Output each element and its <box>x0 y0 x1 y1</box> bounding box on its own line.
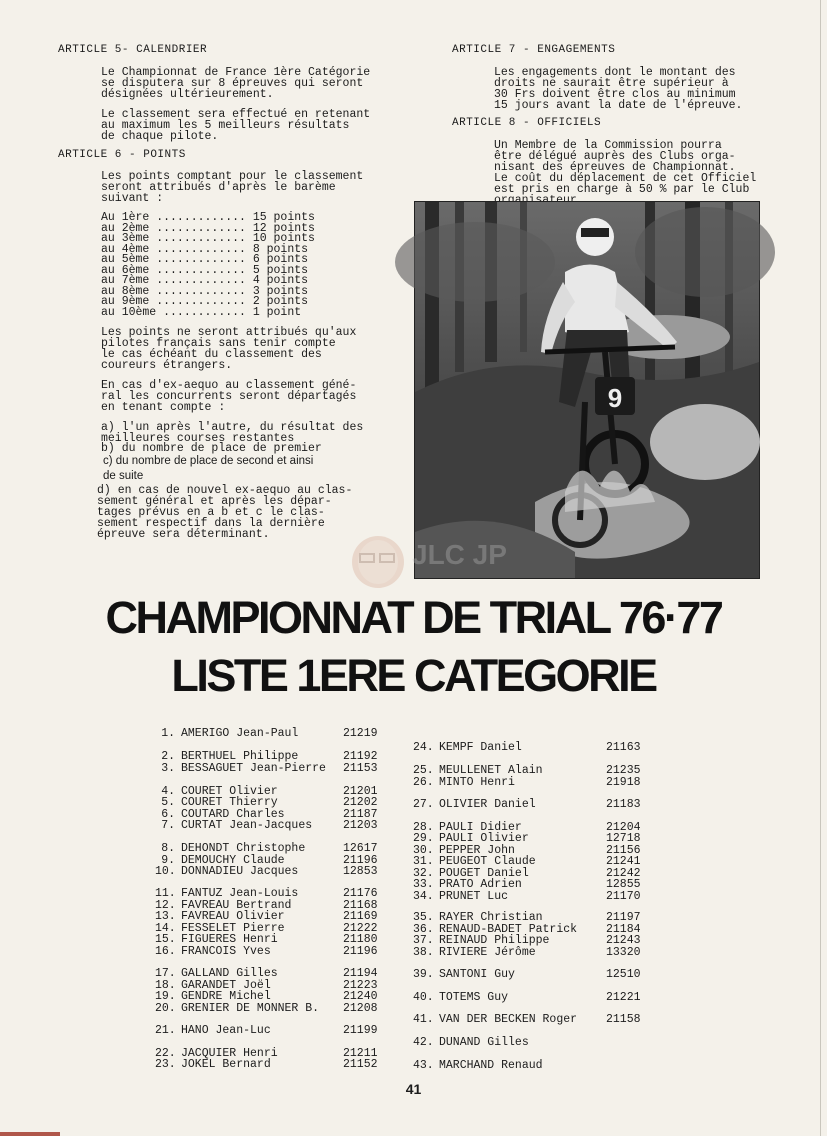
competitor-name: FAVREAU Olivier <box>181 910 285 923</box>
text-line: Le Championnat de France 1ère Catégorie <box>101 66 371 79</box>
trial-rider-photo <box>414 201 760 579</box>
entry-number: 22. <box>155 1047 176 1060</box>
list-item <box>413 969 666 981</box>
text-line: sement général et après les dépar- <box>97 495 332 508</box>
points-scale-row: au 3ème ............. 10 points <box>101 232 315 245</box>
item-a <box>101 422 363 444</box>
entry-number: 41. <box>413 1013 434 1026</box>
entry-number: 36. <box>413 923 434 936</box>
competitor-name: FIGUERES Henri <box>181 933 278 946</box>
points-scale-row: au 2ème ............. 12 points <box>101 221 315 235</box>
license-number: 21223 <box>343 979 378 992</box>
competitor-name: FESSELET Pierre <box>181 922 285 935</box>
license-number: 12510 <box>606 968 641 981</box>
entry-number: 33. <box>413 878 434 891</box>
entry-number: 37. <box>413 934 434 947</box>
competitor-name: GALLAND Gilles <box>181 967 278 980</box>
license-number: 12853 <box>343 865 378 878</box>
competitor-name: PRATO Adrien <box>439 878 522 891</box>
competitor-name: BESSAGUET Jean-Pierre <box>181 762 326 775</box>
text-line: est pris en charge à 50 % par le Club <box>494 183 750 196</box>
competitor-name: DONNADIEU Jacques <box>181 865 299 878</box>
entry-number: 31. <box>413 855 434 868</box>
competitor-name: COURET Thierry <box>181 796 278 809</box>
entry-number: 34. <box>413 890 434 903</box>
entry-number: 20. <box>155 1002 176 1015</box>
license-number: 21163 <box>606 741 641 754</box>
entry-number: 16. <box>155 945 176 958</box>
license-number: 21196 <box>343 854 378 867</box>
license-number: 21153 <box>343 762 378 775</box>
entry-number: 11. <box>155 887 176 900</box>
entry-number: 35. <box>413 911 434 924</box>
license-number: 21243 <box>606 934 641 947</box>
entry-number: 39. <box>413 968 434 981</box>
competitor-name: PRUNET Luc <box>439 890 509 903</box>
competitor-name: OLIVIER Daniel <box>439 798 536 811</box>
text-line: épreuve sera déterminant. <box>97 528 270 541</box>
text-line: nisant des épreuves de Championnat. <box>494 161 736 174</box>
item-b <box>101 443 322 454</box>
license-number: 21202 <box>343 796 378 809</box>
license-number: 21170 <box>606 890 641 903</box>
list-item <box>155 1059 403 1071</box>
competitor-name: SANTONI Guy <box>439 968 515 981</box>
entry-number: 13. <box>155 910 176 923</box>
license-number: 21196 <box>343 945 378 958</box>
text-line: de suite <box>103 470 144 482</box>
page-number: 41 <box>405 1081 422 1097</box>
competitor-name: MARCHAND Renaud <box>439 1059 543 1072</box>
article6-intro <box>101 171 363 204</box>
competitor-name: MINTO Henri <box>439 776 515 789</box>
entry-number: 12. <box>155 899 176 912</box>
license-number: 21169 <box>343 910 378 923</box>
list-item <box>155 763 403 775</box>
list-item <box>413 1037 666 1049</box>
text-line: pilotes français sans tenir compte <box>101 337 336 350</box>
license-number: 21199 <box>343 1024 378 1037</box>
text-line: b) du nombre de place de premier <box>101 442 322 455</box>
license-number: 21240 <box>343 990 378 1003</box>
text-line: Le classement sera effectué en retenant <box>101 108 371 121</box>
competitor-name: AMERIGO Jean-Paul <box>181 727 299 740</box>
text-line: Les engagements dont le montant des <box>494 66 736 79</box>
list-item <box>155 946 403 958</box>
license-number: 21203 <box>343 819 378 832</box>
entry-number: 26. <box>413 776 434 789</box>
competitor-name: GRENIER DE MONNER B. <box>181 1002 320 1015</box>
entry-number: 15. <box>155 933 176 946</box>
list-item <box>155 1003 403 1015</box>
text-line: Les points comptant pour le classement <box>101 170 364 183</box>
competitor-name: PAULI Olivier <box>439 832 529 845</box>
text-line: être délégué auprès des Clubs orga- <box>494 150 736 163</box>
entry-number: 17. <box>155 967 176 980</box>
text-line: Les points ne seront attribués qu'aux <box>101 326 357 339</box>
text-line: désignées ultérieurement. <box>101 88 274 101</box>
license-number: 21222 <box>343 922 378 935</box>
license-number: 21197 <box>606 911 641 924</box>
entry-number: 32. <box>413 867 434 880</box>
license-number: 12617 <box>343 842 378 855</box>
competitor-name: FANTUZ Jean-Louis <box>181 887 299 900</box>
license-number: 21180 <box>343 933 378 946</box>
text-line: coureurs étrangers. <box>101 359 233 372</box>
competitor-name: MEULLENET Alain <box>439 764 543 777</box>
license-number: 21241 <box>606 855 641 868</box>
points-scale-row: au 8ème ............. 3 points <box>101 284 309 298</box>
text-line: c) du nombre de place de second et ainsi <box>103 455 314 467</box>
entry-number: 40. <box>413 991 434 1004</box>
competitor-name: RAYER Christian <box>439 911 543 924</box>
points-scale-row: au 5ème ............. 6 points <box>101 253 309 266</box>
license-number: 21221 <box>606 991 641 1004</box>
entry-number: 3. <box>161 762 175 775</box>
entry-number: 1. <box>161 727 175 740</box>
license-number: 12855 <box>606 878 641 891</box>
list-item <box>155 728 403 740</box>
article6-heading: ARTICLE 6 - POINTS <box>58 149 186 161</box>
points-scale-row: Au 1ère ............. 15 points <box>101 211 315 224</box>
competitor-name: RIVIERE Jérôme <box>439 946 536 959</box>
item-d <box>97 485 352 540</box>
competitor-name: KEMPF Daniel <box>439 741 522 754</box>
text-line: de chaque pilote. <box>101 130 219 143</box>
text-line: En cas d'ex-aequo au classement géné- <box>101 379 357 392</box>
points-scale-row: au 9ème ............. 2 points <box>101 295 309 308</box>
page-corner-mark <box>0 1132 60 1136</box>
points-scale-row: au 4ème ............. 8 points <box>101 242 309 256</box>
text-line: se disputera sur 8 épreuves qui seront <box>101 77 364 90</box>
text-line: en tenant compte : <box>101 401 226 414</box>
entry-number: 9. <box>161 854 175 867</box>
competitor-name: GARANDET Joël <box>181 979 271 992</box>
entry-number: 28. <box>413 821 434 834</box>
points-scale <box>101 213 315 318</box>
entry-number: 27. <box>413 798 434 811</box>
entry-number: 30. <box>413 844 434 857</box>
competitor-name: DUNAND Gilles <box>439 1036 529 1049</box>
competitor-name: FRANCOIS Yves <box>181 945 271 958</box>
entry-number: 8. <box>161 842 175 855</box>
entry-number: 29. <box>413 832 434 845</box>
entry-number: 42. <box>413 1036 434 1049</box>
license-number: 21176 <box>343 887 378 900</box>
license-number: 21192 <box>343 750 378 763</box>
entry-number: 24. <box>413 741 434 754</box>
article5-heading: ARTICLE 5- CALENDRIER <box>58 44 208 56</box>
points-scale-row: au 10ème ............ 1 point <box>101 305 302 319</box>
competitor-name: DEMOUCHY Claude <box>181 854 285 867</box>
list-item <box>413 777 666 789</box>
list-item <box>413 891 666 903</box>
entry-number: 5. <box>161 796 175 809</box>
competitor-name: PAULI Didier <box>439 821 522 834</box>
competitor-name: COUTARD Charles <box>181 808 285 821</box>
points-scale-row: au 6ème ............. 5 points <box>101 263 309 277</box>
license-number: 21183 <box>606 798 641 811</box>
list-item <box>413 1060 666 1072</box>
competitor-name: JOKEL Bernard <box>181 1058 271 1071</box>
title-line-1: CHAMPIONNAT DE TRIAL 76·77 <box>105 592 722 643</box>
entry-number: 38. <box>413 946 434 959</box>
license-number: 21158 <box>606 1013 641 1026</box>
license-number: 21235 <box>606 764 641 777</box>
competitor-name: JACQUIER Henri <box>181 1047 278 1060</box>
text-line: Le coût du déplacement de cet Officiel <box>494 172 757 185</box>
license-number: 21152 <box>343 1058 378 1071</box>
text-line: 30 Frs doivent être clos au minimum <box>494 88 736 101</box>
competitor-name: TOTEMS Guy <box>439 991 509 1004</box>
text-line: ral les concurrents seront départagés <box>101 390 357 403</box>
license-number: 21184 <box>606 923 641 936</box>
entry-number: 14. <box>155 922 176 935</box>
text-line: 15 jours avant la date de l'épreuve. <box>494 99 743 112</box>
article8-heading: ARTICLE 8 - OFFICIELS <box>452 117 602 129</box>
article7-heading: ARTICLE 7 - ENGAGEMENTS <box>452 44 616 56</box>
page-edge-line <box>820 0 821 1136</box>
license-number: 21187 <box>343 808 378 821</box>
competitor-name: BERTHUEL Philippe <box>181 750 299 763</box>
points-scale-row: au 7ème ............. 4 points <box>101 274 309 287</box>
license-number: 21219 <box>343 727 378 740</box>
entry-number: 25. <box>413 764 434 777</box>
list-item <box>413 742 666 754</box>
article6-paragraph3 <box>101 380 356 413</box>
text-line: sement respectif dans la dernière <box>97 517 325 530</box>
license-number: 21201 <box>343 785 378 798</box>
competitor-name: HANO Jean-Luc <box>181 1024 271 1037</box>
list-item <box>413 992 666 1004</box>
article5-paragraph2 <box>101 109 370 142</box>
competitor-name: COURET Olivier <box>181 785 278 798</box>
entry-number: 4. <box>161 785 175 798</box>
entry-number: 23. <box>155 1058 176 1071</box>
text-line: meilleures courses restantes <box>101 432 295 445</box>
entry-number: 21. <box>155 1024 176 1037</box>
license-number: 21204 <box>606 821 641 834</box>
competitor-name: POUGET Daniel <box>439 867 529 880</box>
text-line: Un Membre de la Commission pourra <box>494 139 722 152</box>
competitor-name: VAN DER BECKEN Roger <box>439 1013 578 1026</box>
competitor-name: PEUGEOT Claude <box>439 855 536 868</box>
item-c <box>103 454 313 484</box>
entry-number: 6. <box>161 808 175 821</box>
text-line: tages prévus en a b et c le clas- <box>97 506 325 519</box>
competitor-name: CURTAT Jean-Jacques <box>181 819 313 832</box>
entry-number: 19. <box>155 990 176 1003</box>
license-number: 21918 <box>606 776 641 789</box>
competitor-name: FAVREAU Bertrand <box>181 899 292 912</box>
competitor-name: REINAUD Philippe <box>439 934 550 947</box>
license-number: 21156 <box>606 844 641 857</box>
article5-paragraph1 <box>101 67 370 100</box>
text-line: a) l'un après l'autre, du résultat des <box>101 421 364 434</box>
competitor-name: PEPPER John <box>439 844 515 857</box>
text-line: suivant : <box>101 192 164 205</box>
text-line: droits ne saurait être supérieur à <box>494 77 729 90</box>
license-number: 12718 <box>606 832 641 845</box>
license-number: 21242 <box>606 867 641 880</box>
entry-number: 7. <box>161 819 175 832</box>
list-item <box>413 947 666 959</box>
text-line: d) en cas de nouvel ex-aequo au clas- <box>97 484 353 497</box>
title-line-2: LISTE 1ERE CATEGORIE <box>171 650 656 701</box>
entry-number: 18. <box>155 979 176 992</box>
entry-number: 2. <box>161 750 175 763</box>
competitor-name: DEHONDT Christophe <box>181 842 306 855</box>
list-item <box>155 866 403 878</box>
entry-number: 43. <box>413 1059 434 1072</box>
text-line: le cas échéant du classement des <box>101 348 322 361</box>
license-number: 13320 <box>606 946 641 959</box>
article8-paragraph <box>494 140 756 206</box>
watermark-letters: JLC JP <box>412 539 507 570</box>
entry-number: 10. <box>155 865 176 878</box>
license-number: 21168 <box>343 899 378 912</box>
list-item <box>413 799 666 811</box>
photo-illustration <box>415 202 759 578</box>
article7-paragraph <box>494 67 742 111</box>
text-line: au maximum les 5 meilleurs résultats <box>101 119 350 132</box>
list-item <box>155 820 403 832</box>
license-number: 21194 <box>343 967 378 980</box>
competitor-name: GENDRE Michel <box>181 990 271 1003</box>
license-number: 21211 <box>343 1047 378 1060</box>
text-line: seront attribués d'après le barème <box>101 181 336 194</box>
article6-paragraph2 <box>101 327 356 371</box>
list-item <box>155 1025 403 1037</box>
competitor-name: RENAUD-BADET Patrick <box>439 923 578 936</box>
bike-plate-number: 9 <box>607 383 623 413</box>
list-item <box>413 1014 666 1026</box>
license-number: 21208 <box>343 1002 378 1015</box>
